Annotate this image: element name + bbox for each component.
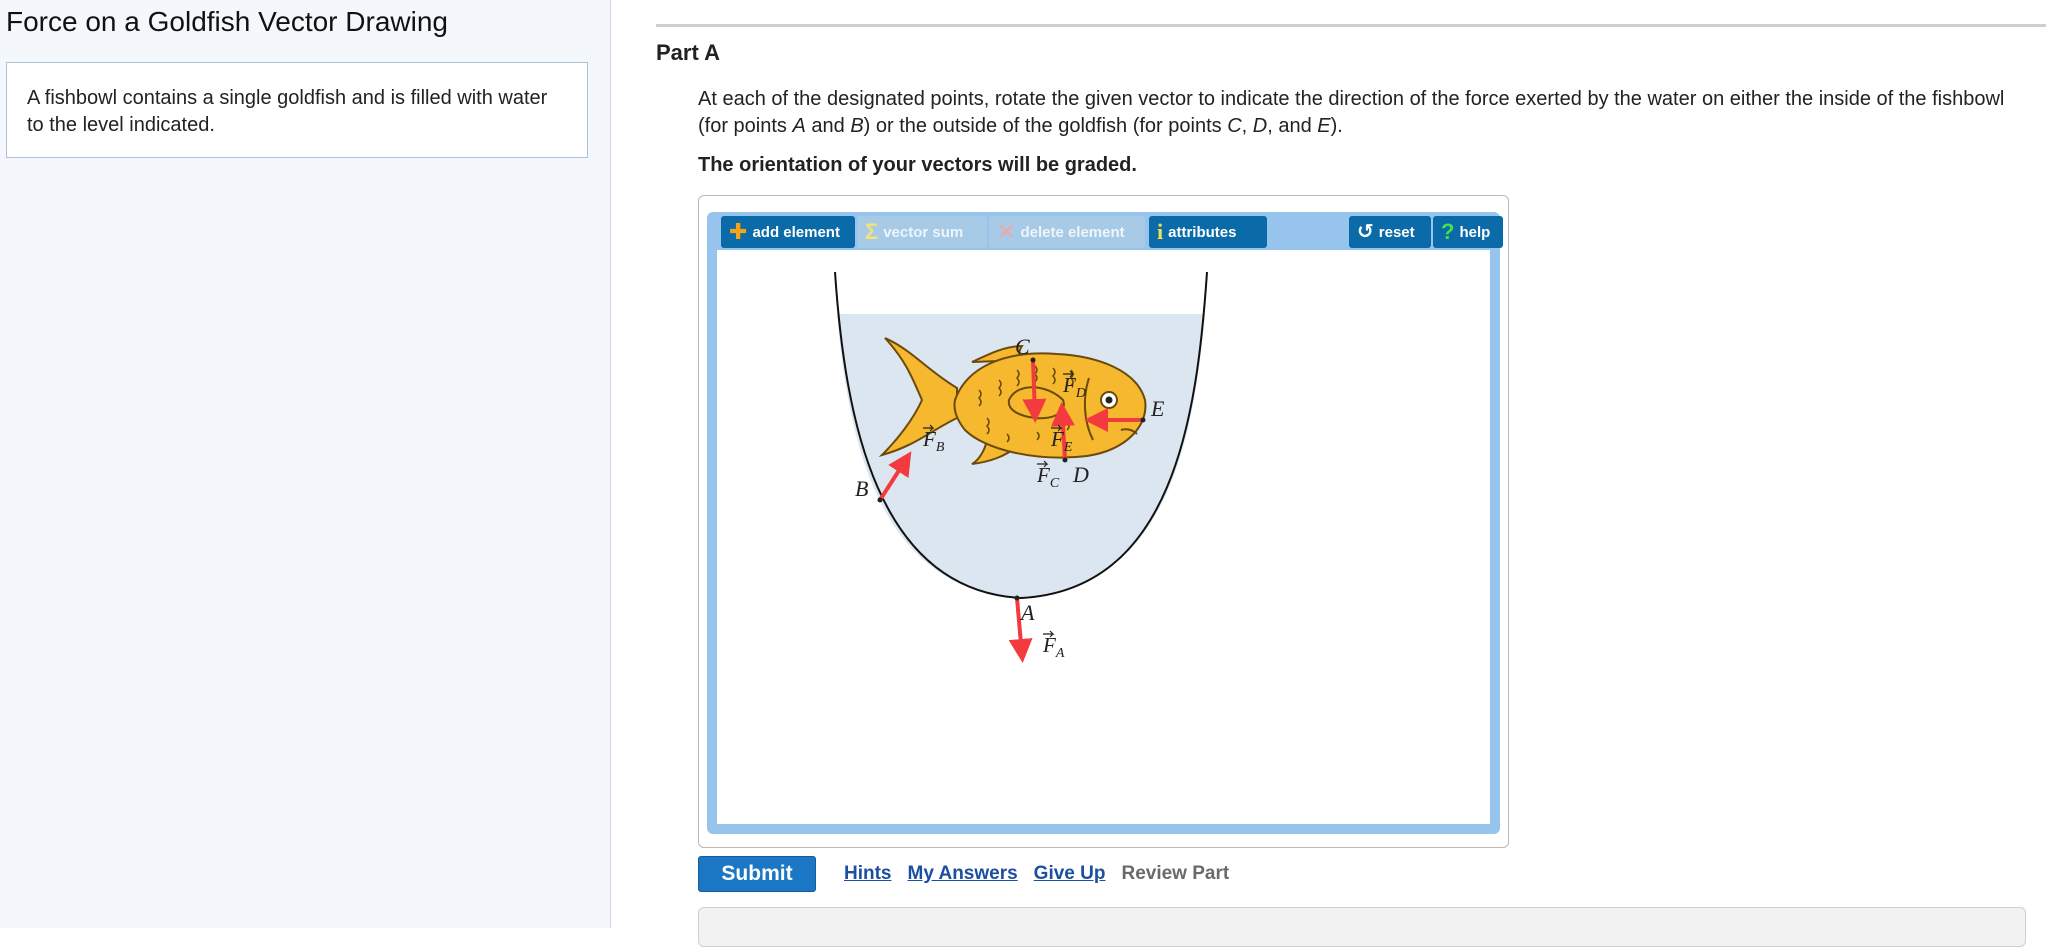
vector-subscript: D <box>1075 386 1086 401</box>
reset-icon: ↺ <box>1357 221 1374 243</box>
point-label-d: D <box>1073 462 1089 487</box>
vector-subscript: C <box>1049 476 1060 491</box>
svg-text:FA <box>1042 633 1065 661</box>
prompt-text: ). <box>1330 115 1343 137</box>
question-icon: ? <box>1441 219 1455 244</box>
prompt-text: , <box>1241 115 1253 137</box>
drawing-toolbar <box>721 216 1491 250</box>
point-label-c: C <box>1015 334 1030 359</box>
vector-subscript: E <box>1063 440 1073 455</box>
point-label-e: E <box>1151 396 1165 421</box>
vector-letter: F <box>1063 373 1076 397</box>
feedback-panel <box>698 907 2026 947</box>
reset-button[interactable] <box>1349 216 1431 248</box>
vector-drawing-tool <box>698 195 1509 848</box>
hints-link[interactable]: Hints <box>844 863 892 884</box>
help-label: help <box>1459 223 1491 241</box>
prompt-point-d: D <box>1252 115 1268 137</box>
prompt-point-b: B <box>850 115 864 137</box>
prompt-point-a: A <box>792 115 806 137</box>
prompt-text: At each of the designated points, rotate the given vector to indicate the direction of the force exerted by the water on either the inside of the fishbowl (for points <box>698 88 2005 137</box>
problem-sidebar <box>0 0 611 928</box>
prompt-text: ) or the outside of the goldfish (for points <box>863 115 1228 137</box>
give-up-link[interactable]: Give Up <box>1033 863 1106 884</box>
vector-sum-button[interactable] <box>857 216 987 248</box>
submit-button[interactable]: Submit <box>698 856 816 892</box>
graded-note: The orientation of your vectors will be graded. <box>698 154 1137 176</box>
part-title: Part A <box>656 40 720 65</box>
delete-element-label: delete element <box>1020 223 1125 241</box>
vector-letter: F <box>1037 463 1050 487</box>
delete-element-button[interactable] <box>989 216 1145 248</box>
review-part-link[interactable]: Review Part <box>1121 863 1230 884</box>
divider <box>656 24 2046 27</box>
fish-eye <box>1101 392 1117 408</box>
vector-sum-label: vector sum <box>883 223 964 241</box>
reset-label: reset <box>1378 223 1415 241</box>
prompt-text: , and <box>1267 115 1318 137</box>
point-label-b: B <box>855 476 869 501</box>
drawing-canvas[interactable] <box>717 250 1490 824</box>
prompt-point-e: E <box>1317 115 1331 137</box>
add-element-button[interactable] <box>721 216 855 248</box>
x-icon: ✕ <box>997 219 1016 244</box>
attributes-button[interactable] <box>1149 216 1267 248</box>
vector-subscript: A <box>1055 646 1065 661</box>
answer-actions <box>698 856 1229 892</box>
vector-letter: F <box>923 427 936 451</box>
problem-intro: A fishbowl contains a single goldfish and is filled with water to the level indicated. <box>6 62 588 158</box>
prompt-point-c: C <box>1227 115 1242 137</box>
vector-label-fa <box>1042 631 1065 661</box>
point-label-a: A <box>1021 600 1035 625</box>
fishbowl-diagram <box>717 250 1490 824</box>
my-answers-link[interactable]: My Answers <box>907 863 1018 884</box>
sigma-icon: Σ <box>865 219 879 244</box>
drawing-tool-panel <box>707 212 1500 834</box>
attributes-label: attributes <box>1168 223 1237 241</box>
vector-letter: F <box>1051 427 1064 451</box>
problem-title: Force on a Goldfish Vector Drawing <box>6 6 448 37</box>
help-button[interactable] <box>1433 216 1503 248</box>
vector-letter: F <box>1043 633 1056 657</box>
part-prompt <box>698 86 2028 140</box>
vector-fe[interactable] <box>1092 418 1146 423</box>
plus-icon: ✚ <box>729 219 748 244</box>
prompt-text: and <box>805 115 851 137</box>
vector-subscript: B <box>935 440 945 455</box>
info-icon: i <box>1157 219 1164 244</box>
add-element-label: add element <box>752 223 840 241</box>
